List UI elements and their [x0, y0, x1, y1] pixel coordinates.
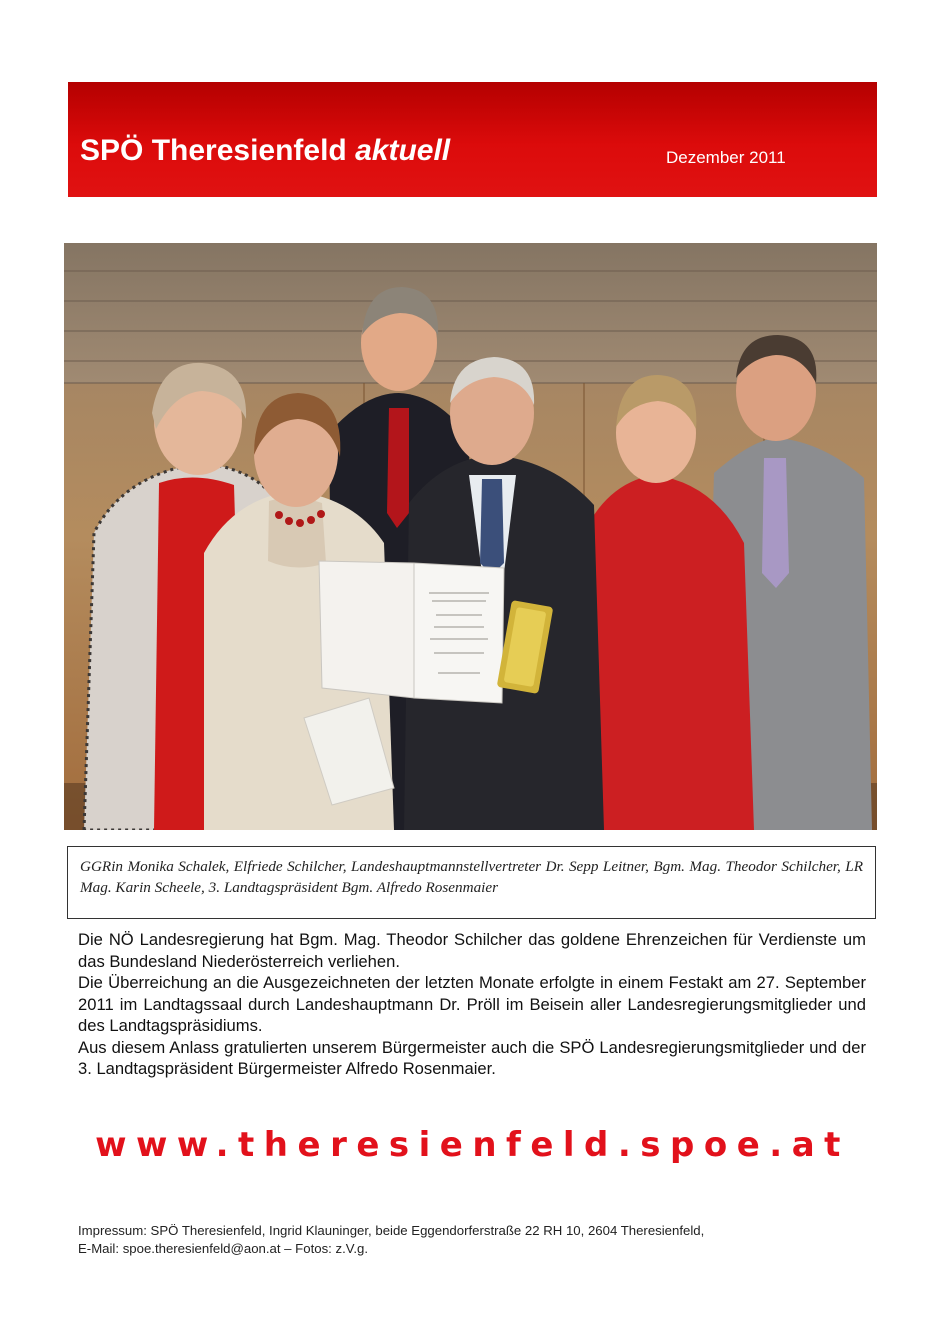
- title-italic: aktuell: [355, 134, 451, 167]
- article-body: [78, 929, 866, 1080]
- impressum: [78, 1222, 868, 1258]
- article-paragraph: Die NÖ Landesregierung hat Bgm. Mag. Theodor Schilcher das goldene Ehrenzeichen für Verdienste um das Bundesland Niederösterreich verliehen.: [78, 930, 866, 971]
- issue-date: Dezember 2011: [666, 148, 786, 167]
- photo-caption: GGRin Monika Schalek, Elfriede Schilcher, Landeshauptmannstellvertreter Dr. Sepp Leitner, Bgm. Mag. Theodor Schilcher, LR Mag. Karin Scheele, 3. Landtagspräsident Bgm. Alfredo Rosenmaier: [67, 846, 876, 919]
- impressum-line: Impressum: SPÖ Theresienfeld, Ingrid Klauninger, beide Eggendorferstraße 22 RH 10, 2604 Theresienfeld,: [78, 1223, 705, 1238]
- website-link[interactable]: www.theresienfeld.spoe.at: [95, 1125, 850, 1165]
- article-paragraph: Aus diesem Anlass gratulierten unserem Bürgermeister auch die SPÖ Landesregierungsmitglieder und der 3. Landtagspräsident Bürgermeister Alfredo Rosenmaier.: [78, 1037, 866, 1078]
- title-main: SPÖ Theresienfeld: [80, 134, 347, 167]
- article-paragraph: Die Überreichung an die Ausgezeichneten der letzten Monate erfolgte in einem Festakt am 27. September 2011 im Landtagssaal durch Landeshauptmann Dr. Pröll im Beisein aller Landesregierungsmitglieder und des Landtagspräsidiums.: [78, 973, 866, 1035]
- group-photo: [64, 243, 877, 830]
- header-banner: [68, 82, 877, 197]
- page-title: [80, 134, 450, 168]
- impressum-line: E-Mail: spoe.theresienfeld@aon.at – Fotos: z.V.g.: [78, 1241, 368, 1256]
